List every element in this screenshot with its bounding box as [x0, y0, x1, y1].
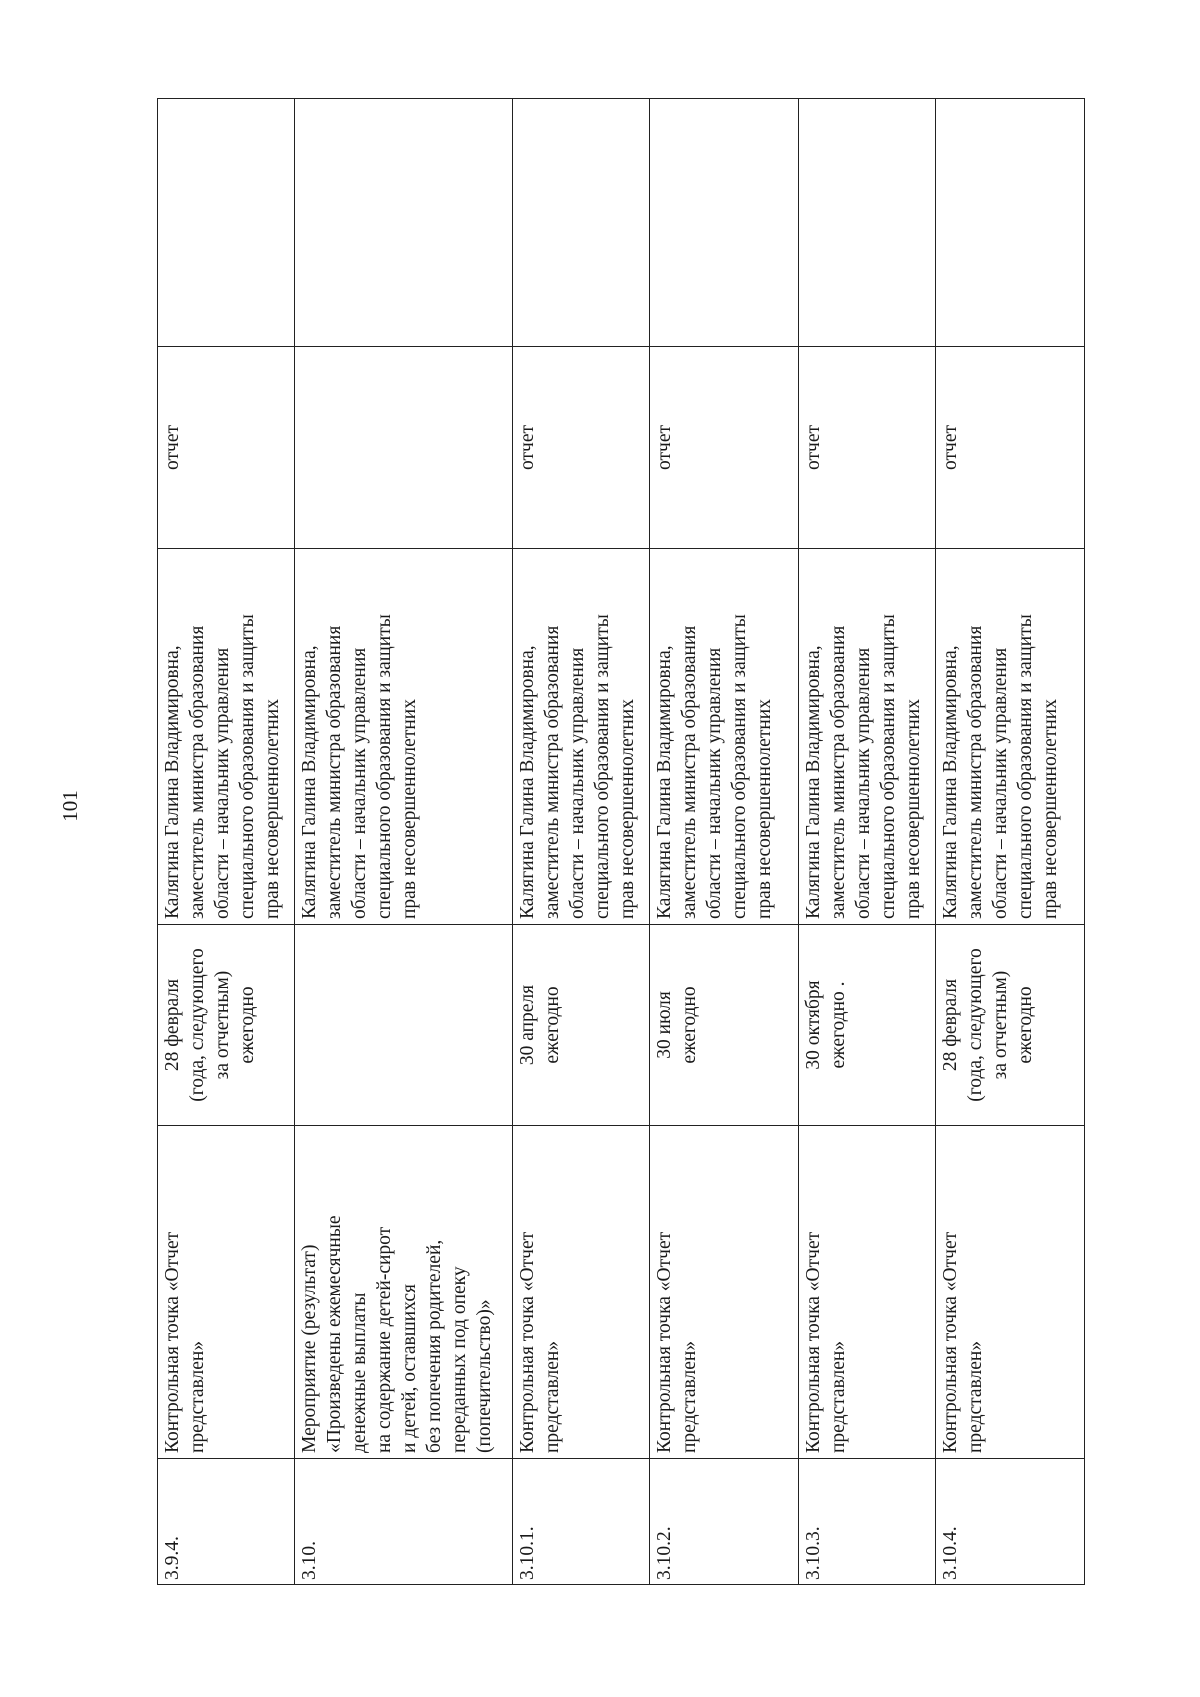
extra-cell: [799, 99, 936, 347]
event-name: Контрольная точка «Отчет представлен»: [799, 1126, 936, 1459]
page-number: 101: [58, 790, 82, 822]
plan-table: [157, 98, 1085, 1585]
responsible-person: Калягина Галина Владимировна, заместитель министра образования области – начальник управления специального образования и защиты прав несовершеннолетних: [158, 549, 295, 925]
event-name: Контрольная точка «Отчет представлен»: [158, 1126, 295, 1459]
deadline: 30 июля ежегодно: [650, 925, 799, 1126]
table-wrapper: [157, 99, 1085, 1585]
responsible-person: Калягина Галина Владимировна, заместитель министра образования области – начальник управления специального образования и защиты прав несовершеннолетних: [799, 549, 936, 925]
responsible-person: Калягина Галина Владимировна, заместитель министра образования области – начальник управления специального образования и защиты прав несовершеннолетних: [650, 549, 799, 925]
deadline: 30 апреля ежегодно: [513, 925, 650, 1126]
item-number: 3.10.3.: [799, 1459, 936, 1585]
event-name: Контрольная точка «Отчет представлен»: [936, 1126, 1085, 1459]
document-type: отчет: [158, 347, 295, 549]
deadline: 28 февраля (года, следующего за отчетным) ежегодно: [936, 925, 1085, 1126]
deadline: 28 февраля (года, следующего за отчетным) ежегодно: [158, 925, 295, 1126]
table-row: [295, 99, 513, 1585]
document-type: отчет: [799, 347, 936, 549]
table-row: [650, 99, 799, 1585]
extra-cell: [158, 99, 295, 347]
table-row: [158, 99, 295, 1585]
deadline: [295, 925, 513, 1126]
document-type: отчет: [650, 347, 799, 549]
item-number: 3.10.: [295, 1459, 513, 1585]
extra-cell: [295, 99, 513, 347]
table-row: [513, 99, 650, 1585]
document-type: отчет: [936, 347, 1085, 549]
event-name: Контрольная точка «Отчет представлен»: [650, 1126, 799, 1459]
extra-cell: [513, 99, 650, 347]
item-number: 3.10.2.: [650, 1459, 799, 1585]
document-type: [295, 347, 513, 549]
item-number: 3.9.4.: [158, 1459, 295, 1585]
event-name: Контрольная точка «Отчет представлен»: [513, 1126, 650, 1459]
extra-cell: [936, 99, 1085, 347]
table-row: [799, 99, 936, 1585]
extra-cell: [650, 99, 799, 347]
responsible-person: Калягина Галина Владимировна, заместитель министра образования области – начальник управления специального образования и защиты прав несовершеннолетних: [295, 549, 513, 925]
item-number: 3.10.4.: [936, 1459, 1085, 1585]
responsible-person: Калягина Галина Владимировна, заместитель министра образования области – начальник управления специального образования и защиты прав несовершеннолетних: [936, 549, 1085, 925]
document-type: отчет: [513, 347, 650, 549]
deadline: 30 октября ежегодно .: [799, 925, 936, 1126]
responsible-person: Калягина Галина Владимировна, заместитель министра образования области – начальник управления специального образования и защиты прав несовершеннолетних: [513, 549, 650, 925]
event-name: Мероприятие (результат) «Произведены ежемесячные денежные выплаты на содержание детей-сирот и детей, оставшихся без попечения родителей, переданных под опеку (попечительство)»: [295, 1126, 513, 1459]
item-number: 3.10.1.: [513, 1459, 650, 1585]
table-row: [936, 99, 1085, 1585]
